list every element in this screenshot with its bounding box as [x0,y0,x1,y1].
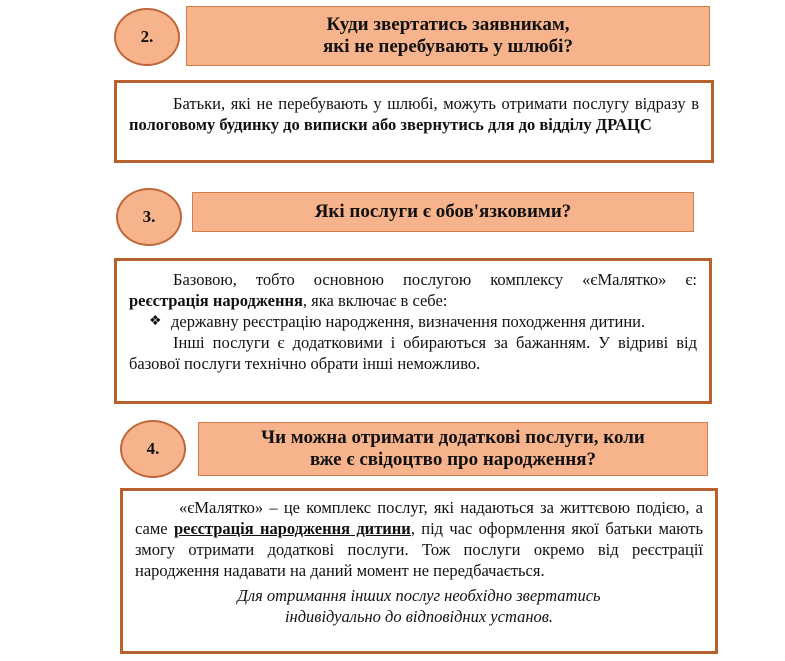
section-title-line: які не перебувають у шлюбі? [323,36,573,57]
italic-note: індивідуально до відповідних установ. [284,607,554,626]
bullet-text: державну реєстрацію народження, визначення походження дитини. [171,312,646,331]
answer-paragraph [129,93,699,135]
answer-text: , яка включає в себе: [302,291,448,310]
answer-text: , під час оформлення якої батьки мають змогу отримати додаткові послуги. Тож послуги окремо від реєстрації народження надавати на даний момент не передбачається. [135,519,704,580]
answer-paragraph: Базовою, тобто основною послугою комплексу «єМалятко» є: [173,270,697,289]
section-title [186,6,710,66]
section-answer-box [114,258,712,404]
section-number-badge: 3. [116,188,182,246]
section-title [198,422,708,476]
answer-text: Батьки, які не перебувають у шлюбі, можуть отримати послугу відразу в [173,94,699,113]
section-answer-box [120,488,718,654]
italic-note: Для отримання інших послуг необхідно звертатись [237,586,601,605]
section-title-line: Куди звертатись заявникам, [326,14,570,35]
section-number-badge: 2. [114,8,180,66]
bullet-item [129,311,697,332]
answer-paragraph [135,497,703,581]
section-title-line: Чи можна отримати додаткові послуги, коли [261,427,645,448]
answer-bold-text: пологовому будинку до виписки або звернутись для до відділу ДРАЦС [129,115,652,134]
section-answer-box [114,80,714,163]
answer-bold-text: реєстрація народження [129,291,303,310]
answer-text: «єМалятко» – це комплекс послуг, які надаються за життєвою подією, а саме [135,498,703,538]
section-title-line: вже є свідоцтво про народження? [309,449,597,470]
section-number-badge: 4. [120,420,186,478]
section-title: Які послуги є обов'язковими? [192,192,694,232]
answer-paragraph [129,290,697,311]
answer-bold-text: реєстрація народження дитини [173,519,411,538]
answer-paragraph: Інші послуги є додатковими і обираються за бажанням. У відриві від базової послуги технічно обрати інші неможливо. [129,333,697,373]
diamond-bullet-icon: ❖ [149,314,162,329]
